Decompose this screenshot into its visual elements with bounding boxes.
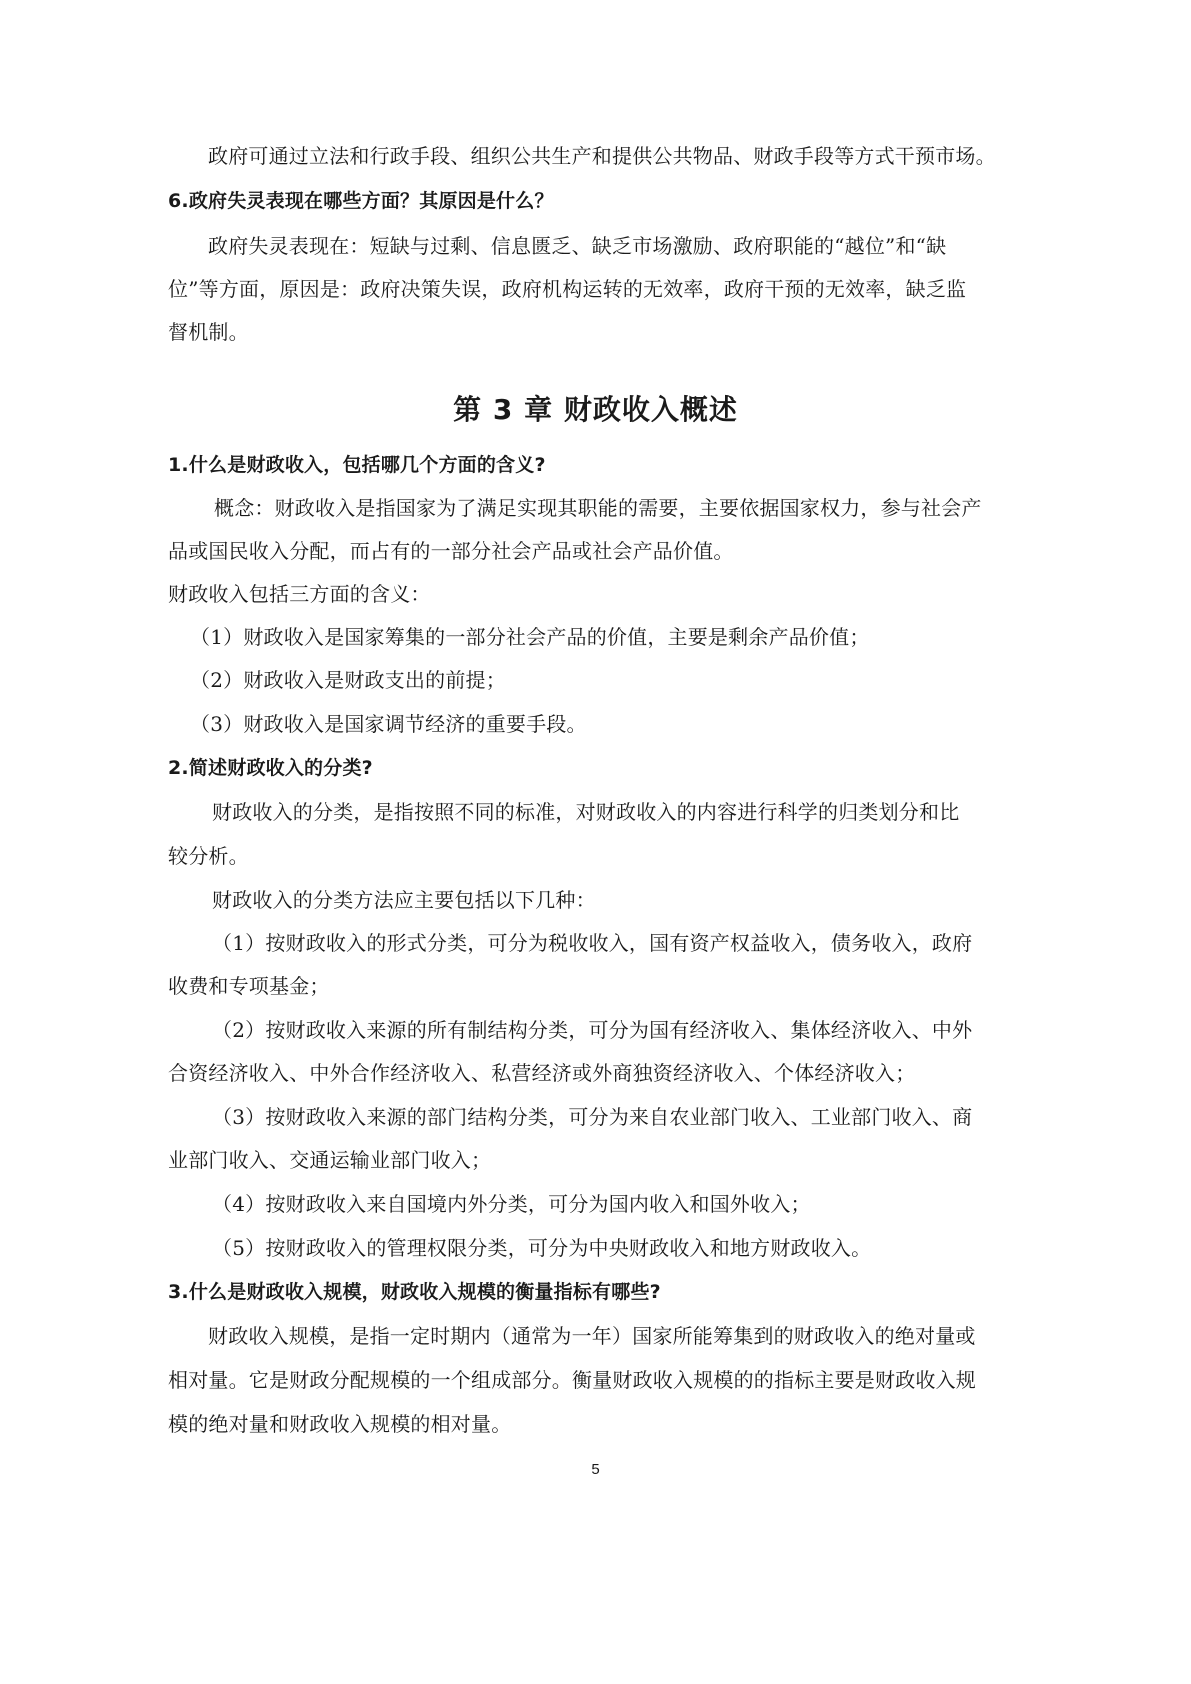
list-item-continuation: 合资经济收入、中外合作经济收入、私营经济或外商独资经济收入、个体经济收入；	[168, 1061, 916, 1085]
paragraph-line: 政府可通过立法和行政手段、组织公共生产和提供公共物品、财政手段等方式干预市场。	[208, 144, 996, 168]
paragraph-line: 财政收入的分类方法应主要包括以下几种：	[212, 888, 596, 912]
paragraph-line: 概念：财政收入是指国家为了满足实现其职能的需要，主要依据国家权力，参与社会产	[214, 496, 982, 520]
list-item: （1）按财政收入的形式分类，可分为税收收入，国有资产权益收入，债务收入，政府	[212, 931, 973, 955]
paragraph-line: 财政收入的分类，是指按照不同的标准，对财政收入的内容进行科学的归类划分和比	[212, 800, 960, 824]
list-item-continuation: 收费和专项基金；	[168, 974, 330, 998]
paragraph-line: 财政收入规模，是指一定时期内（通常为一年）国家所能筹集到的财政收入的绝对量或	[208, 1324, 976, 1348]
list-item: （4）按财政收入来自国境内外分类，可分为国内收入和国外收入；	[212, 1192, 811, 1216]
paragraph-line: 政府失灵表现在：短缺与过剩、信息匮乏、缺乏市场激励、政府职能的“越位”和“缺	[208, 234, 947, 258]
list-item-continuation: 业部门收入、交通运输业部门收入；	[168, 1148, 492, 1172]
question-heading-1: 1.什么是财政收入，包括哪几个方面的含义?	[168, 454, 546, 476]
list-item: （5）按财政收入的管理权限分类，可分为中央财政收入和地方财政收入。	[212, 1236, 872, 1260]
question-heading-2: 2.简述财政收入的分类?	[168, 757, 373, 779]
paragraph-line: 督机制。	[168, 320, 249, 344]
paragraph-line: 位”等方面，原因是：政府决策失误，政府机构运转的无效率，政府干预的无效率，缺乏监	[168, 277, 967, 301]
list-item: （3）财政收入是国家调节经济的重要手段。	[190, 712, 587, 736]
paragraph-line: 相对量。它是财政分配规模的一个组成部分。衡量财政收入规模的的指标主要是财政收入规	[168, 1368, 976, 1392]
list-item: （2）按财政收入来源的所有制结构分类，可分为国有经济收入、集体经济收入、中外	[212, 1018, 973, 1042]
chapter-title: 第 3 章 财政收入概述	[453, 393, 738, 426]
page-number: 5	[591, 1461, 600, 1478]
paragraph-line: 模的绝对量和财政收入规模的相对量。	[168, 1412, 512, 1436]
paragraph-line: 品或国民收入分配，而占有的一部分社会产品或社会产品价值。	[168, 539, 734, 563]
list-item: （1）财政收入是国家筹集的一部分社会产品的价值，主要是剩余产品价值；	[190, 625, 870, 649]
list-item: （2）财政收入是财政支出的前提；	[190, 668, 506, 692]
paragraph-line: 财政收入包括三方面的含义：	[168, 582, 431, 606]
question-heading-6: 6.政府失灵表现在哪些方面？其原因是什么？	[168, 190, 554, 212]
question-heading-3: 3.什么是财政收入规模，财政收入规模的衡量指标有哪些?	[168, 1281, 661, 1303]
paragraph-line: 较分析。	[168, 844, 249, 868]
list-item: （3）按财政收入来源的部门结构分类，可分为来自农业部门收入、工业部门收入、商	[212, 1105, 973, 1129]
